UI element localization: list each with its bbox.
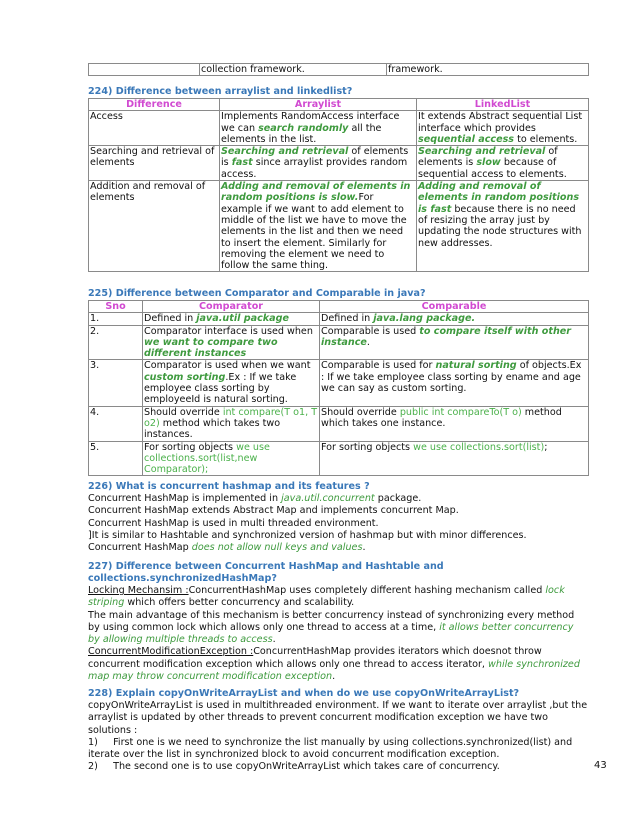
section-228: [88, 688, 588, 774]
table-cell: [320, 441, 589, 476]
paragraph-line: [88, 493, 588, 505]
cell-text: Comparator interface is used when: [144, 325, 313, 337]
table-cell: [89, 64, 200, 76]
text-underlined: Locking Mechansim :: [88, 585, 189, 596]
comparator-vs-comparable-table: [88, 300, 589, 476]
table-cell: 1.: [89, 313, 143, 325]
table-cell: [143, 360, 320, 406]
table-cell: [143, 325, 320, 360]
cell-emphasis: slow: [476, 157, 501, 169]
cell-emphasis: sequential access: [418, 133, 515, 145]
cell-emphasis: java.lang package.: [373, 313, 476, 325]
paragraph: 2) The second one is to use copyOnWriteArrayList which takes care of concurrency.: [88, 761, 500, 773]
section-225: [88, 288, 588, 476]
cell-text: Comparable is used: [321, 325, 420, 337]
text: ConcurrentHashMap provides iterators which doesnot throw concurrent modification exception which allows only one thread to access iterator,: [88, 646, 542, 670]
cell-code: int compare(T o1, T o2): [144, 406, 318, 429]
text-emphasis: does not allow null keys and values: [191, 542, 363, 554]
table-cell: [417, 111, 589, 146]
table-header-row: [89, 301, 589, 313]
cell-text: For sorting objects: [321, 441, 414, 453]
section-heading: 228) Explain copyOnWriteArrayList and when do we use copyOnWriteArrayList?: [88, 688, 520, 699]
table-header-row: [89, 99, 589, 111]
table-cell: 3.: [89, 360, 143, 406]
cell-text: .: [366, 336, 370, 348]
table-row: [89, 441, 589, 476]
text-emphasis: lock striping: [88, 585, 565, 609]
text: package.: [374, 493, 422, 504]
table-cell: 4.: [89, 406, 143, 441]
arraylist-vs-linkedlist-table: [88, 98, 589, 272]
text: Concurrent HashMap: [88, 542, 192, 554]
table-cell: [417, 181, 589, 272]
cell-emphasis: Adding and removal of elements in random positions is slow.: [221, 181, 411, 204]
cell-emphasis: fast: [231, 157, 253, 169]
cell-text: For example if we want to add element to middle of the list we have to move the elements in the list and then we need to insert the element. Similarly for removing the element we need to follow the same thing.: [221, 192, 407, 272]
cell-text: Comparator is used when we want: [144, 360, 311, 372]
column-header: Difference: [89, 99, 220, 111]
column-header: Arraylist: [220, 99, 417, 111]
table-cell: [220, 181, 417, 272]
paragraph: 1) First one is we need to synchronize the list manually by using collections.synchronized(list) and iterate over the list in synchronized block to avoid concurrent modification exception.: [88, 736, 576, 761]
text-emphasis: java.util.concurrent: [281, 493, 375, 504]
table-row: [89, 181, 589, 272]
paragraph-line: [88, 542, 588, 554]
page-number: 43: [594, 760, 607, 771]
cell-text: of objects.Ex : If we take employee class sorting by ename and age we can say as custom sorting.: [321, 360, 582, 395]
cell-text: because there is no need of resizing the array just by updating the node structures with new addresses.: [418, 203, 582, 249]
table-cell: Addition and removal of elements: [89, 181, 220, 272]
table-cell: Access: [89, 111, 220, 146]
cell-text: Defined in: [144, 313, 197, 325]
cell-text: since arraylist provides random access.: [221, 157, 408, 180]
cell-text: It extends Abstract sequential List interface which provides: [418, 111, 583, 134]
cell-text: method which takes two instances.: [144, 417, 281, 441]
cell-text: Should override: [321, 406, 400, 418]
section-heading: 224) Difference between arraylist and linkedlist?: [88, 86, 353, 97]
section-224: [88, 86, 588, 272]
cell-text: For sorting objects: [144, 441, 237, 453]
paragraph-line: Concurrent HashMap extends Abstract Map and implements concurrent Map.: [88, 505, 459, 517]
table-cell: Searching and retrieval of elements: [89, 146, 220, 181]
section-heading: 225) Difference between Comparator and Comparable in java?: [88, 288, 426, 299]
table-row: [89, 313, 589, 325]
text-emphasis: while synchronized map may throw concurrent modification exception: [88, 658, 580, 683]
cell-emphasis: natural sorting: [435, 360, 517, 372]
cell-emphasis: to compare itself with other instance: [321, 325, 572, 348]
cell-text: method which takes one instance.: [321, 406, 562, 429]
column-header: LinkedList: [417, 99, 589, 111]
section-227: [88, 561, 588, 683]
cell-text: Comparable is used for: [321, 360, 436, 372]
cell-emphasis: search randomly: [258, 122, 349, 134]
cell-text: Defined in: [321, 313, 374, 325]
section-226: [88, 481, 588, 554]
cell-emphasis: java.util package: [196, 313, 289, 325]
cell-text: ;: [544, 441, 548, 453]
text: which offers better concurrency and scalability.: [124, 597, 355, 609]
cell-text: all the elements in the list.: [221, 122, 382, 145]
column-header: Comparable: [320, 301, 589, 313]
table-row: [89, 64, 589, 76]
text: .: [332, 671, 336, 683]
paragraph-line: Concurrent HashMap is used in multi threaded environment.: [88, 517, 379, 529]
cell-text: to elements.: [514, 133, 578, 145]
table-cell: [320, 313, 589, 325]
cell-text: Should override: [144, 406, 223, 418]
text: ConcurrentHashMap uses completely different hashing mechanism called: [188, 585, 546, 596]
cell-text: Implements RandomAccess interface we can: [221, 111, 400, 134]
cell-emphasis: Searching and retrieval: [221, 146, 349, 158]
table-cell: 5.: [89, 441, 143, 476]
cell-emphasis: Searching and retrieval: [418, 146, 546, 158]
text: .: [362, 542, 366, 554]
cell-text: of elements is: [221, 146, 409, 169]
cell-emphasis: we want to compare two different instances: [144, 336, 278, 360]
table-cell: [320, 406, 589, 441]
table-cell: [320, 360, 589, 406]
table-cell: [143, 441, 320, 476]
text: The main advantage of this mechanism is better concurrency instead of synchronizing every method by using common lock which allows only one thread to access at a time,: [88, 609, 575, 633]
table-cell: 2.: [89, 325, 143, 360]
section-heading: 226) What is concurrent hashmap and its features ?: [88, 481, 370, 492]
cell-emphasis: Adding and removal of elements in random positions is fast: [418, 181, 580, 215]
paragraph: copyOnWriteArrayList is used in multithreaded environment. If we want to iterate over arraylist ,but the arraylist is updated by other threads to prevent concurrent modification exception we have two solutions :: [88, 700, 588, 736]
cell-text: .Ex : If we take employee class sorting by employeeId is natural sorting.: [144, 371, 297, 406]
cell-code: we use collections.sort(list): [413, 441, 545, 453]
table-row: [89, 406, 589, 441]
table-cell: framework.: [387, 64, 589, 76]
table-row: [89, 111, 589, 146]
table-row: [89, 325, 589, 360]
table-cell: collection framework.: [200, 64, 387, 76]
column-header: Comparator: [143, 301, 320, 313]
text-emphasis: it allows better concurrency by allowing multiple threads to access: [88, 621, 574, 646]
table-cell: [220, 146, 417, 181]
paragraph-line: ]It is similar to Hashtable and synchronized version of hashmap but with minor differences.: [88, 529, 527, 541]
table-cell: [320, 325, 589, 360]
cell-text: of elements is: [418, 146, 558, 169]
cell-emphasis: custom sorting: [144, 371, 226, 383]
table-cell: [143, 313, 320, 325]
top-table-fragment: [88, 63, 589, 76]
cell-text: because of sequential access to elements.: [418, 157, 567, 180]
text: .: [272, 634, 276, 646]
cell-code: we use collections.sort(list,new Comparator);: [144, 441, 270, 476]
table-cell: [220, 111, 417, 146]
section-heading: 227) Difference between Concurrent HashMap and Hashtable and collections.synchronizedHashMap?: [88, 561, 444, 584]
table-row: [89, 146, 589, 181]
table-cell: [143, 406, 320, 441]
text: Concurrent HashMap is implemented in: [88, 493, 282, 504]
paragraph: [88, 610, 588, 647]
text-underlined: ConcurrentModificationException :: [88, 646, 254, 658]
paragraph: [88, 585, 588, 610]
table-cell: [417, 146, 589, 181]
column-header: Sno: [89, 301, 143, 313]
table-row: [89, 360, 589, 406]
paragraph: [88, 646, 588, 683]
cell-code: public int compareTo(T o): [399, 406, 522, 418]
